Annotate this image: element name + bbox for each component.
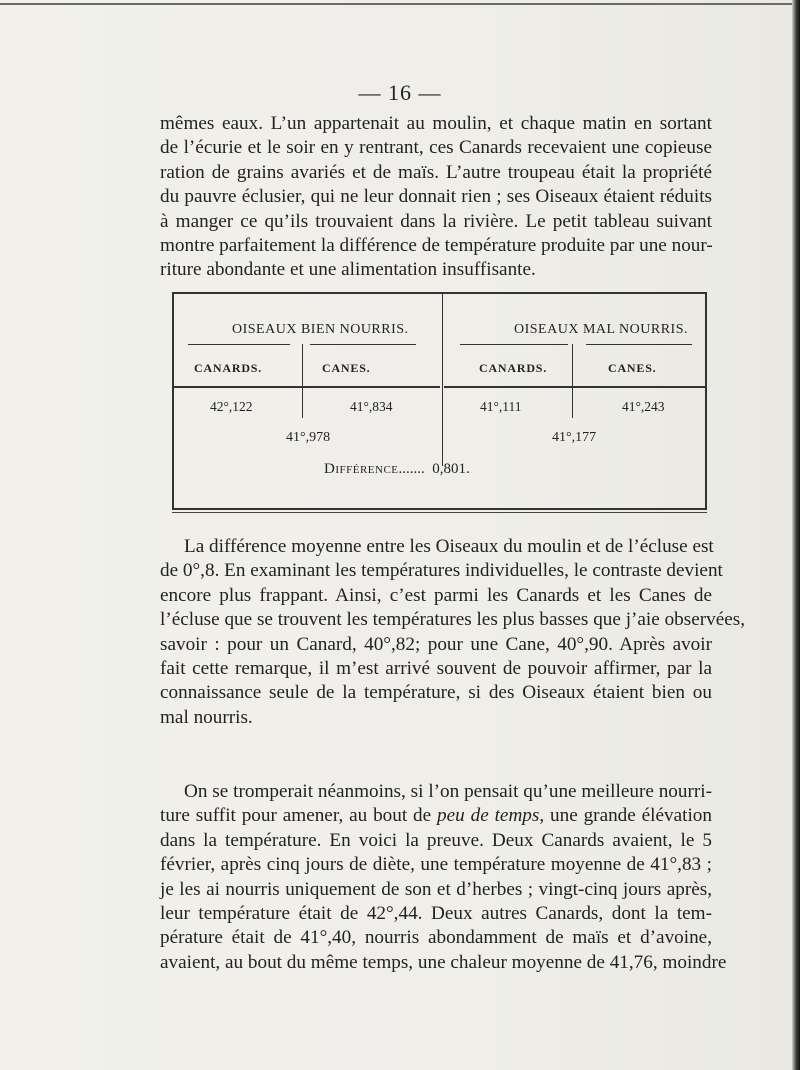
header-rule: [460, 344, 568, 345]
average-well-fed: 41°,978: [286, 430, 331, 445]
table-double-rule: [172, 512, 707, 513]
leader-dots: .......: [398, 461, 425, 477]
text-line: mal nourris.: [160, 706, 253, 728]
value-canards-poor: 41°,111: [480, 399, 522, 414]
text-line: montre parfaitement la différence de température produite par une nour-: [160, 235, 713, 257]
column-header-rule: [444, 386, 705, 388]
difference-value: 0,801.: [432, 461, 470, 477]
header-poorly-fed: OISEAUX MAL NOURRIS.: [514, 322, 688, 337]
column-header-rule: [174, 386, 440, 388]
text-line: On se tromperait néanmoins, si l’on pensait qu’une meilleure nourri-: [184, 781, 712, 802]
text-line: connaissance seule de la température, si des Oiseaux étaient bien ou: [160, 682, 712, 704]
text-line: l’écluse que se trouvent les températures les plus basses que j’aie observées,: [160, 609, 746, 631]
column-divider: [302, 344, 303, 418]
text-line: savoir : pour un Canard, 40°,82; pour une Cane, 40°,90. Après avoir: [160, 633, 712, 655]
italic-phrase: peu de temps: [437, 805, 540, 827]
text-span: ture suffit pour amener, au bout de: [160, 805, 438, 827]
difference-row: [324, 461, 470, 478]
difference-label: Différence: [324, 461, 399, 477]
text-line: mêmes eaux. L’un appartenait au moulin, et chaque matin en sortant: [160, 113, 712, 134]
col-header-canes-poor: CANES.: [608, 361, 657, 375]
value-canes-well: 41°,834: [350, 399, 393, 414]
col-header-canes-well: CANES.: [322, 361, 371, 375]
col-header-canards-poor: CANARDS.: [479, 361, 548, 375]
text-line: [160, 804, 712, 828]
text-line: ration de grains avariés et de maïs. L’autre troupeau était la propriété: [160, 161, 712, 183]
paragraph-3: [160, 780, 727, 975]
header-well-fed: OISEAUX BIEN NOURRIS.: [232, 322, 409, 337]
text-line: fait cette remarque, il m’est arrivé souvent de pouvoir affirmer, par la: [160, 658, 712, 680]
text-line: de l’écurie et le soir en y rentrant, ces Canards recevaient une copieuse: [160, 137, 712, 159]
table-center-divider: [442, 294, 443, 466]
page-number: — 16 —: [358, 80, 442, 105]
text-line: dans la température. En voici la preuve. Deux Canards avaient, le 5: [160, 829, 712, 851]
text-line: du pauvre éclusier, qui ne leur donnait rien ; ses Oiseaux étaient réduits: [160, 186, 712, 208]
text-line: de 0°,8. En examinant les températures individuelles, le contraste devient: [160, 560, 723, 582]
text-line: février, après cinq jours de diète, une température moyenne de 41°,83 ;: [160, 854, 712, 876]
column-divider: [572, 344, 573, 418]
text-line: avaient, au bout du même temps, une chaleur moyenne de 41,76, moindre: [160, 951, 727, 973]
header-rule: [188, 344, 290, 345]
page-spine-shadow: [792, 0, 800, 1070]
text-line: riture abondante et une alimentation insuffisante.: [160, 259, 536, 281]
text-line: à manger ce qu’ils trouvaient dans la rivière. Le petit tableau suivant: [160, 210, 712, 232]
paragraph-2: [160, 535, 746, 730]
text-line: je les ai nourris uniquement de son et d’herbes ; vingt-cinq jours après,: [160, 878, 712, 900]
paragraph-1: [160, 112, 712, 283]
text-line: encore plus frappant. Ainsi, c’est parmi les Canards et les Canes de: [160, 584, 712, 606]
temperature-table: [172, 292, 707, 510]
text-line: pérature était de 41°,40, nourris abondamment de maïs et d’avoine,: [160, 927, 712, 949]
col-header-canards-well: CANARDS.: [194, 361, 263, 375]
average-poorly-fed: 41°,177: [552, 430, 597, 445]
text-span: , une grande élévation: [539, 805, 712, 827]
text-line: La différence moyenne entre les Oiseaux du moulin et de l’écluse est: [184, 536, 714, 557]
top-edge-rule: [0, 3, 800, 5]
header-rule: [586, 344, 692, 345]
value-canards-well: 42°,122: [210, 399, 253, 414]
text-line: leur température était de 42°,44. Deux autres Canards, dont la tem-: [160, 903, 712, 925]
value-canes-poor: 41°,243: [622, 399, 665, 414]
header-rule: [310, 344, 416, 345]
